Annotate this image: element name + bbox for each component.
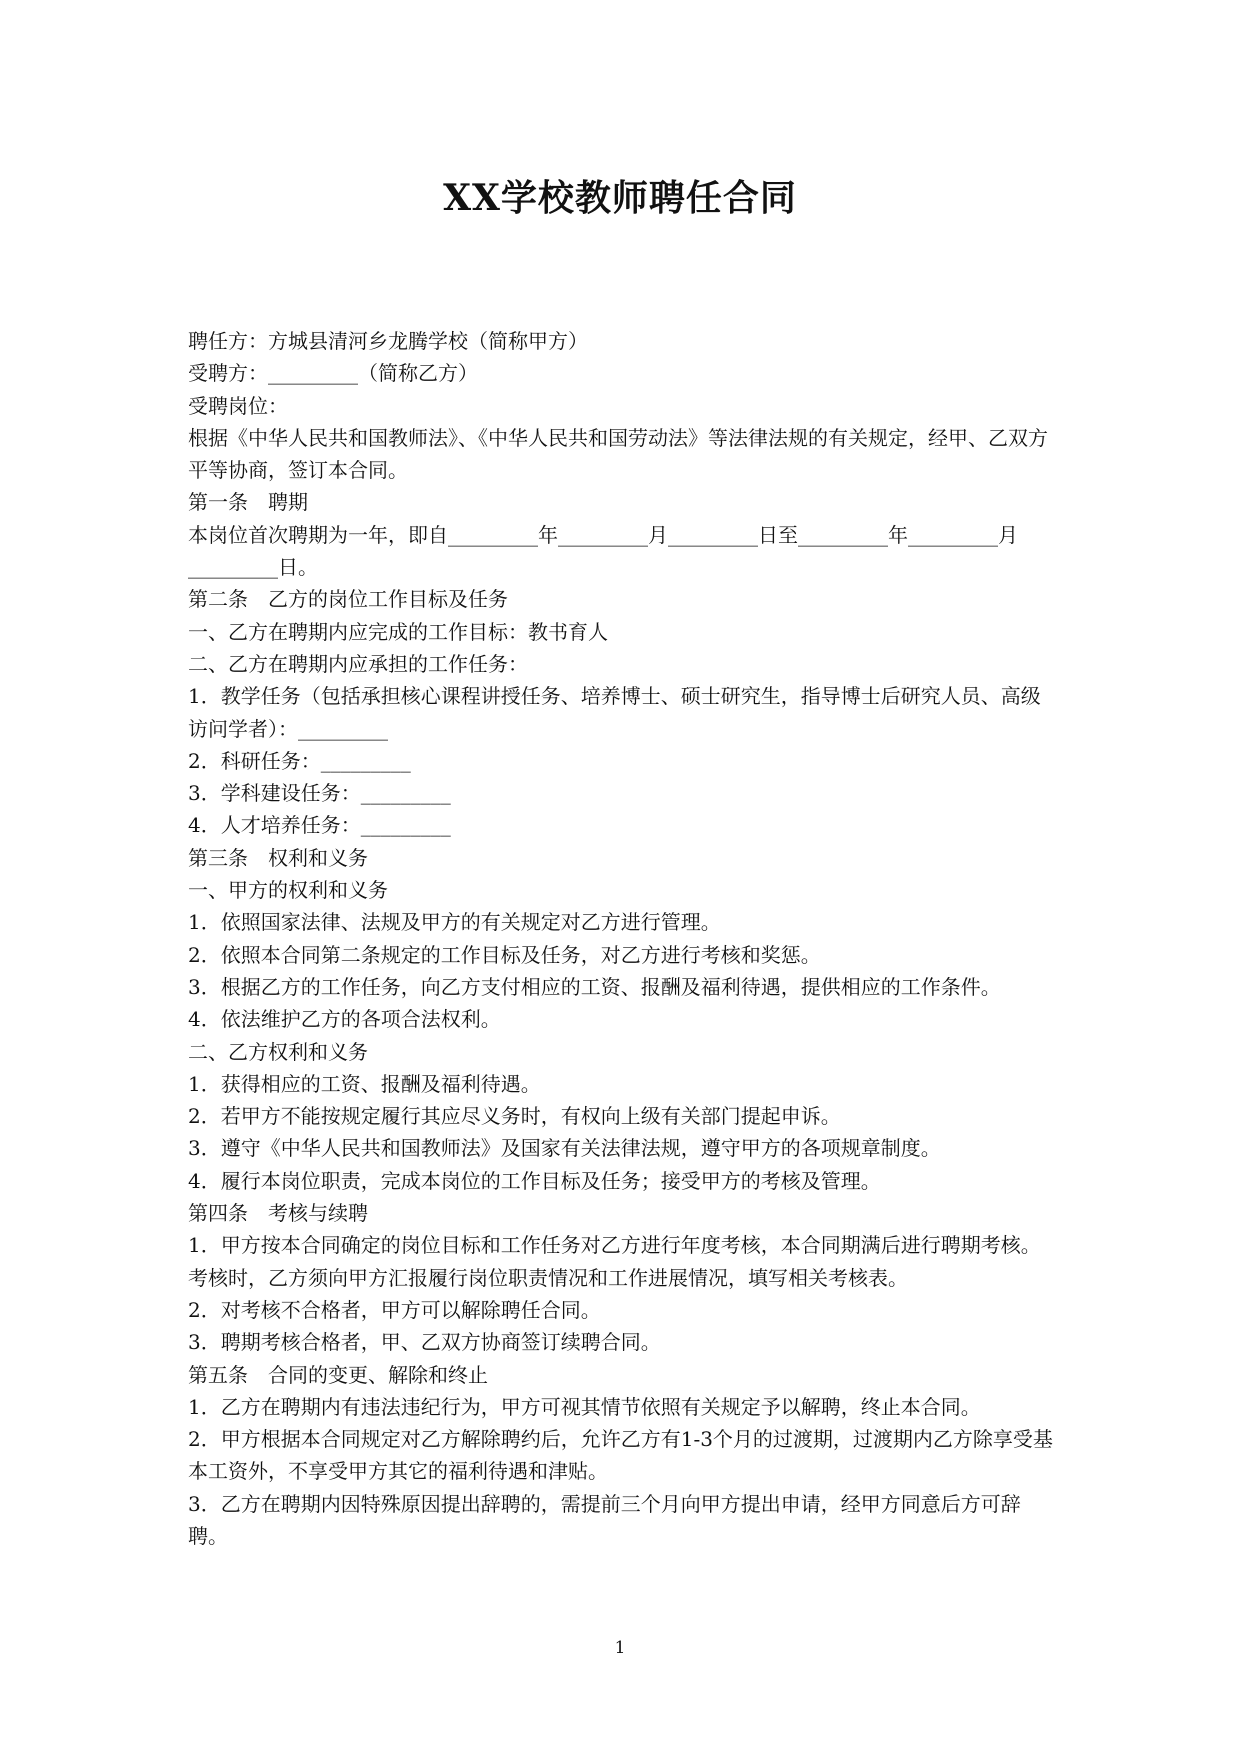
position-line: 受聘岗位： xyxy=(188,393,288,418)
page-number: 1 xyxy=(614,1638,626,1658)
article-3-heading: 第三条 权利和义务 xyxy=(188,845,368,870)
party-b-right-2: 2．若甲方不能按规定履行其应尽义务时，有权向上级有关部门提起申诉。 xyxy=(188,1104,841,1129)
party-b-right-4: 4．履行本岗位职责，完成本岗位的工作目标及任务；接受甲方的考核及管理。 xyxy=(188,1168,881,1193)
party-a-right-2: 2．依照本合同第二条规定的工作目标及任务，对乙方进行考核和奖惩。 xyxy=(188,942,821,967)
termination-item-2: 2．甲方根据本合同规定对乙方解除聘约后，允许乙方有1-3个月的过渡期，过渡期内乙方除享受基本工资外，不享受甲方其它的福利待遇和津贴。 xyxy=(188,1427,1053,1484)
party-b-rights-heading: 二、乙方权利和义务 xyxy=(188,1039,368,1064)
teaching-task-item: 1．教学任务（包括承担核心课程讲授任务、培养博士、硕士研究生，指导博士后研究人员、高级访问学者）：_________ xyxy=(188,684,1041,741)
article-2-heading: 第二条 乙方的岗位工作目标及任务 xyxy=(188,587,508,612)
assessment-item-1: 1．甲方按本合同确定的岗位目标和工作任务对乙方进行年度考核，本合同期满后进行聘期考核。考核时，乙方须向甲方汇报履行岗位职责情况和工作进展情况，填写相关考核表。 xyxy=(188,1233,1041,1290)
employee-line: 受聘方：_________（简称乙方） xyxy=(188,361,478,386)
party-b-right-1: 1．获得相应的工资、报酬及福利待遇。 xyxy=(188,1071,541,1096)
preamble-paragraph: 根据《中华人民共和国教师法》、《中华人民共和国劳动法》等法律法规的有关规定，经甲、乙双方平等协商，签订本合同。 xyxy=(188,425,1048,483)
party-b-right-3: 3．遵守《中华人民共和国教师法》及国家有关法律法规，遵守甲方的各项规章制度。 xyxy=(188,1136,941,1161)
research-task-item: 2．科研任务：_________ xyxy=(188,748,411,773)
term-paragraph: 本岗位首次聘期为一年，即自_________年_________月_________日至_________年_________月_________日。 xyxy=(188,522,1018,580)
article-4-heading: 第四条 考核与续聘 xyxy=(188,1201,368,1226)
article-5-heading: 第五条 合同的变更、解除和终止 xyxy=(188,1362,488,1387)
party-a-right-3: 3．根据乙方的工作任务，向乙方支付相应的工资、报酬及福利待遇，提供相应的工作条件。 xyxy=(188,974,1001,999)
party-a-right-4: 4．依法维护乙方的各项合法权利。 xyxy=(188,1007,501,1032)
assessment-item-3: 3．聘期考核合格者，甲、乙双方协商签订续聘合同。 xyxy=(188,1330,661,1355)
discipline-task-item: 3．学科建设任务：_________ xyxy=(188,781,451,806)
work-goal-line: 一、乙方在聘期内应完成的工作目标：教书育人 xyxy=(188,619,608,644)
work-tasks-line: 二、乙方在聘期内应承担的工作任务： xyxy=(188,651,528,676)
party-a-rights-heading: 一、甲方的权利和义务 xyxy=(188,878,388,903)
employer-line: 聘任方：方城县清河乡龙腾学校（简称甲方） xyxy=(188,329,588,353)
contract-body xyxy=(188,325,1058,1552)
talent-task-item: 4．人才培养任务：_________ xyxy=(188,813,451,838)
article-1-heading: 第一条 聘期 xyxy=(188,490,308,515)
document-title: XX学校教师聘任合同 xyxy=(443,177,797,219)
termination-item-1: 1．乙方在聘期内有违法违纪行为，甲方可视其情节依照有关规定予以解聘，终止本合同。 xyxy=(188,1394,981,1419)
party-a-right-1: 1．依照国家法律、法规及甲方的有关规定对乙方进行管理。 xyxy=(188,910,721,935)
assessment-item-2: 2．对考核不合格者，甲方可以解除聘任合同。 xyxy=(188,1297,601,1322)
termination-item-3: 3．乙方在聘期内因特殊原因提出辞聘的，需提前三个月向甲方提出申请，经甲方同意后方可辞聘。 xyxy=(188,1491,1021,1548)
